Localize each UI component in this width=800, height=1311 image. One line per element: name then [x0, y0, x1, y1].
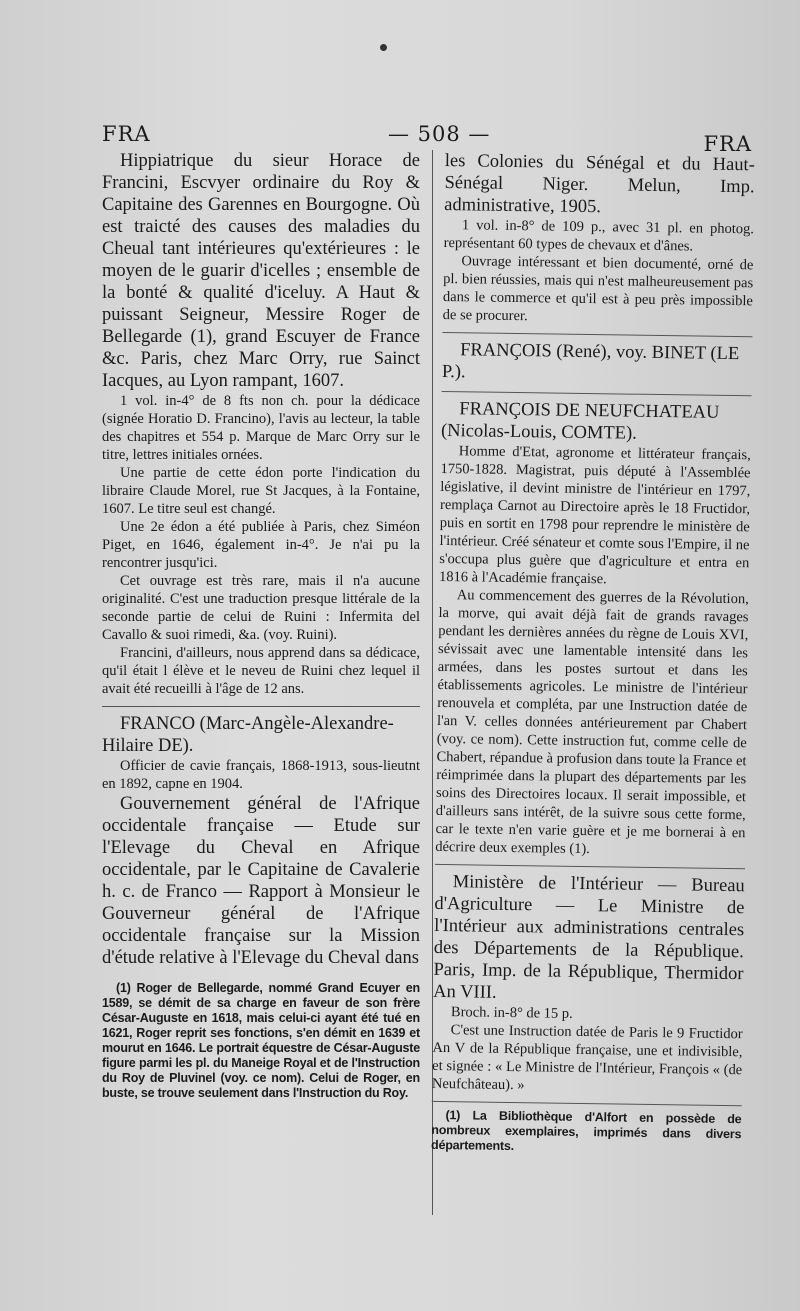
neufchateau-heading: FRANÇOIS DE NEUFCHATEAU (Nicolas-Louis, COMTE).	[440, 399, 720, 444]
ink-spot	[380, 44, 387, 51]
entry-separator	[102, 706, 420, 707]
footnote-right: (1) La Bibliothèque d'Alfort en possède de nombreux exemplaires, imprimés dans divers départements.	[431, 1108, 742, 1154]
hippiatrique-paragraph: Une partie de cette édon porte l'indication du libraire Claude Morel, rue St Jacques, à la Fontaine, 1607. Le titre seul est changé.	[102, 465, 420, 517]
left-column	[102, 150, 420, 1101]
entry-separator	[435, 864, 745, 869]
hippiatrique-paragraph: Francini, d'ailleurs, nous apprend dans sa dédicace, qu'il était l élève et le neveu de Ruini chez lequel il avait été recueilli à l'âge de 12 ans.	[102, 645, 420, 697]
franco-title: Gouvernement général de l'Afrique occidentale française — Etude sur l'Elevage du Cheval en Afrique occidentale, par le Capitaine de Cavalerie h. c. de Franco — Rapport à Monsieur le Gouverneur général de l'Afrique occidentale française sur la Mission d'étude relative à l'Elevage du Cheval dans	[102, 794, 420, 968]
running-head-right: FRA	[703, 132, 752, 156]
franco-description: Officier de cavie français, 1868-1913, sous-lieutnt en 1892, capne en 1904.	[102, 758, 420, 792]
footnote-rule	[432, 1101, 742, 1106]
spacer	[102, 969, 420, 981]
right-column	[431, 150, 755, 1157]
franco-heading: FRANCO (Marc-Angèle-Alexandre-Hilaire DE).	[102, 714, 394, 756]
ministere-description: Broch. in-8° de 15 p.	[450, 1004, 573, 1022]
neufchateau-biography: Homme d'Etat, agronome et littérateur français, 1750-1828. Magistrat, puis député à l'Assemblée législative, il devint ministre de l'intérieur en 1797, remplaça Carnot au Directoire après le 18 Fructidor, puis en sortit en 1798 pour reprendre le ministère de l'intérieur. Créé sénateur et comte sous l'Empire, il ne s'occupa plus guère que d'agriculture et entra en 1816 à l'Académie française.	[438, 443, 751, 588]
ministere-title: Ministère de l'Intérieur — Bureau d'Agriculture — Le Ministre de l'Intérieur aux administrations centrales des Départements de la République. Paris, Imp. de la République, Thermidor An VIII.	[433, 872, 745, 1003]
hippiatrique-title: Hippiatrique du sieur Horace de Francini, Escvyer ordinaire du Roy & Capitaine des Garennes en Bourgogne. Où est traicté des causes des maladies du Cheual tant intérieures qu'extérieures : le moyen de le guarir d'icelles ; ensemble de la bonté & qualité d'iceluy. A Haut & puissant Seigneur, Messire Roger de Bellegarde (1), grand Escuyer de France &c. Paris, chez Marc Orry, rue Sainct Iacques, au Lyon rampant, 1607.	[102, 151, 420, 391]
hippiatrique-paragraph: Une 2e édon a été publiée à Paris, chez Siméon Piget, en 1646, également in-4°. Je n'ai pu la rencontrer jusqu'ici.	[102, 519, 420, 571]
francois-rene-heading: FRANÇOIS (René), voy. BINET (LE P.).	[441, 340, 740, 383]
neufchateau-paragraph: Au commencement des guerres de la Révolution, la morve, qui avait déjà fait de grands ravages pendant les dernières années du règne de Louis XVI, sévissait avec une lamentable intensité dans les armées, dans les postes surtout et dans les établissements agricoles. Le ministre de l'intérieur renouvela et compléta, par une Instruction datée de l'an V. celles données antérieurement par Chabert (voy. ce nom). Cette instruction fut, comme celle de Chabert, répandue à profusion dans toute la France et réimprimée dans la plupart des départements par les soins des Directoires locaux. Il serait impossible, et d'ailleurs sans intérêt, de la suivre sous cette forme, car le texte n'en varie guère et je me bornerai à en décrire deux exemples (1).	[435, 587, 749, 858]
entry-separator	[442, 391, 752, 396]
franco-comment: Ouvrage intéressant et bien documenté, orné de pl. bien réussies, mais qui n'est malheureusement pas dans le commerce et qu'il est à peu près impossible de se procurer.	[442, 253, 754, 325]
franco-title-continued: les Colonies du Sénégal et du Haut-Sénégal Niger. Melun, Imp. administrative, 1905.	[444, 150, 755, 218]
franco-volume-description: 1 vol. in-8° de 109 p., avec 31 pl. en photog. représentant 60 types de chevaux et d'ânes.	[443, 217, 755, 255]
hippiatrique-description: 1 vol. in-4° de 8 fts non ch. pour la dédicace (signée Horatio D. Francino), l'avis au lecteur, la table des chapitres et 554 p. Marque de Marc Orry sur le titre, lettres initiales ornées.	[102, 393, 420, 463]
page-number: — 508 —	[388, 122, 491, 146]
footnote-left: (1) Roger de Bellegarde, nommé Grand Ecuyer en 1589, se démit de sa charge en faveur de son frère César-Auguste en 1618, mais celui-ci ayant été tué en 1621, Roger reprit ses fonctions, s'en démit en 1639 et mourut en 1646. Le portrait équestre de César-Auguste figure parmi les pl. du Maneige Royal et de l'Instruction du Roy de Pluvinel (voy. ce nom). Celui de Roger, en buste, se trouve seulement dans l'Instruction du Roy.	[102, 981, 420, 1100]
hippiatrique-paragraph: Cet ouvrage est très rare, mais il n'a aucune originalité. C'est une traduction presque littérale de la seconde partie de celui de Ruini : Infermita del Cavallo & suoi rimedi, &a. (voy. Ruini).	[102, 573, 420, 643]
entry-separator	[442, 332, 752, 337]
ministere-paragraph: C'est une Instruction datée de Paris le 9 Fructidor An V de la République française, une et indivisible, et signée : « Le Ministre de l'Intérieur, François « (de Neufchâteau). »	[431, 1022, 743, 1094]
running-head-left: FRA	[102, 122, 151, 146]
